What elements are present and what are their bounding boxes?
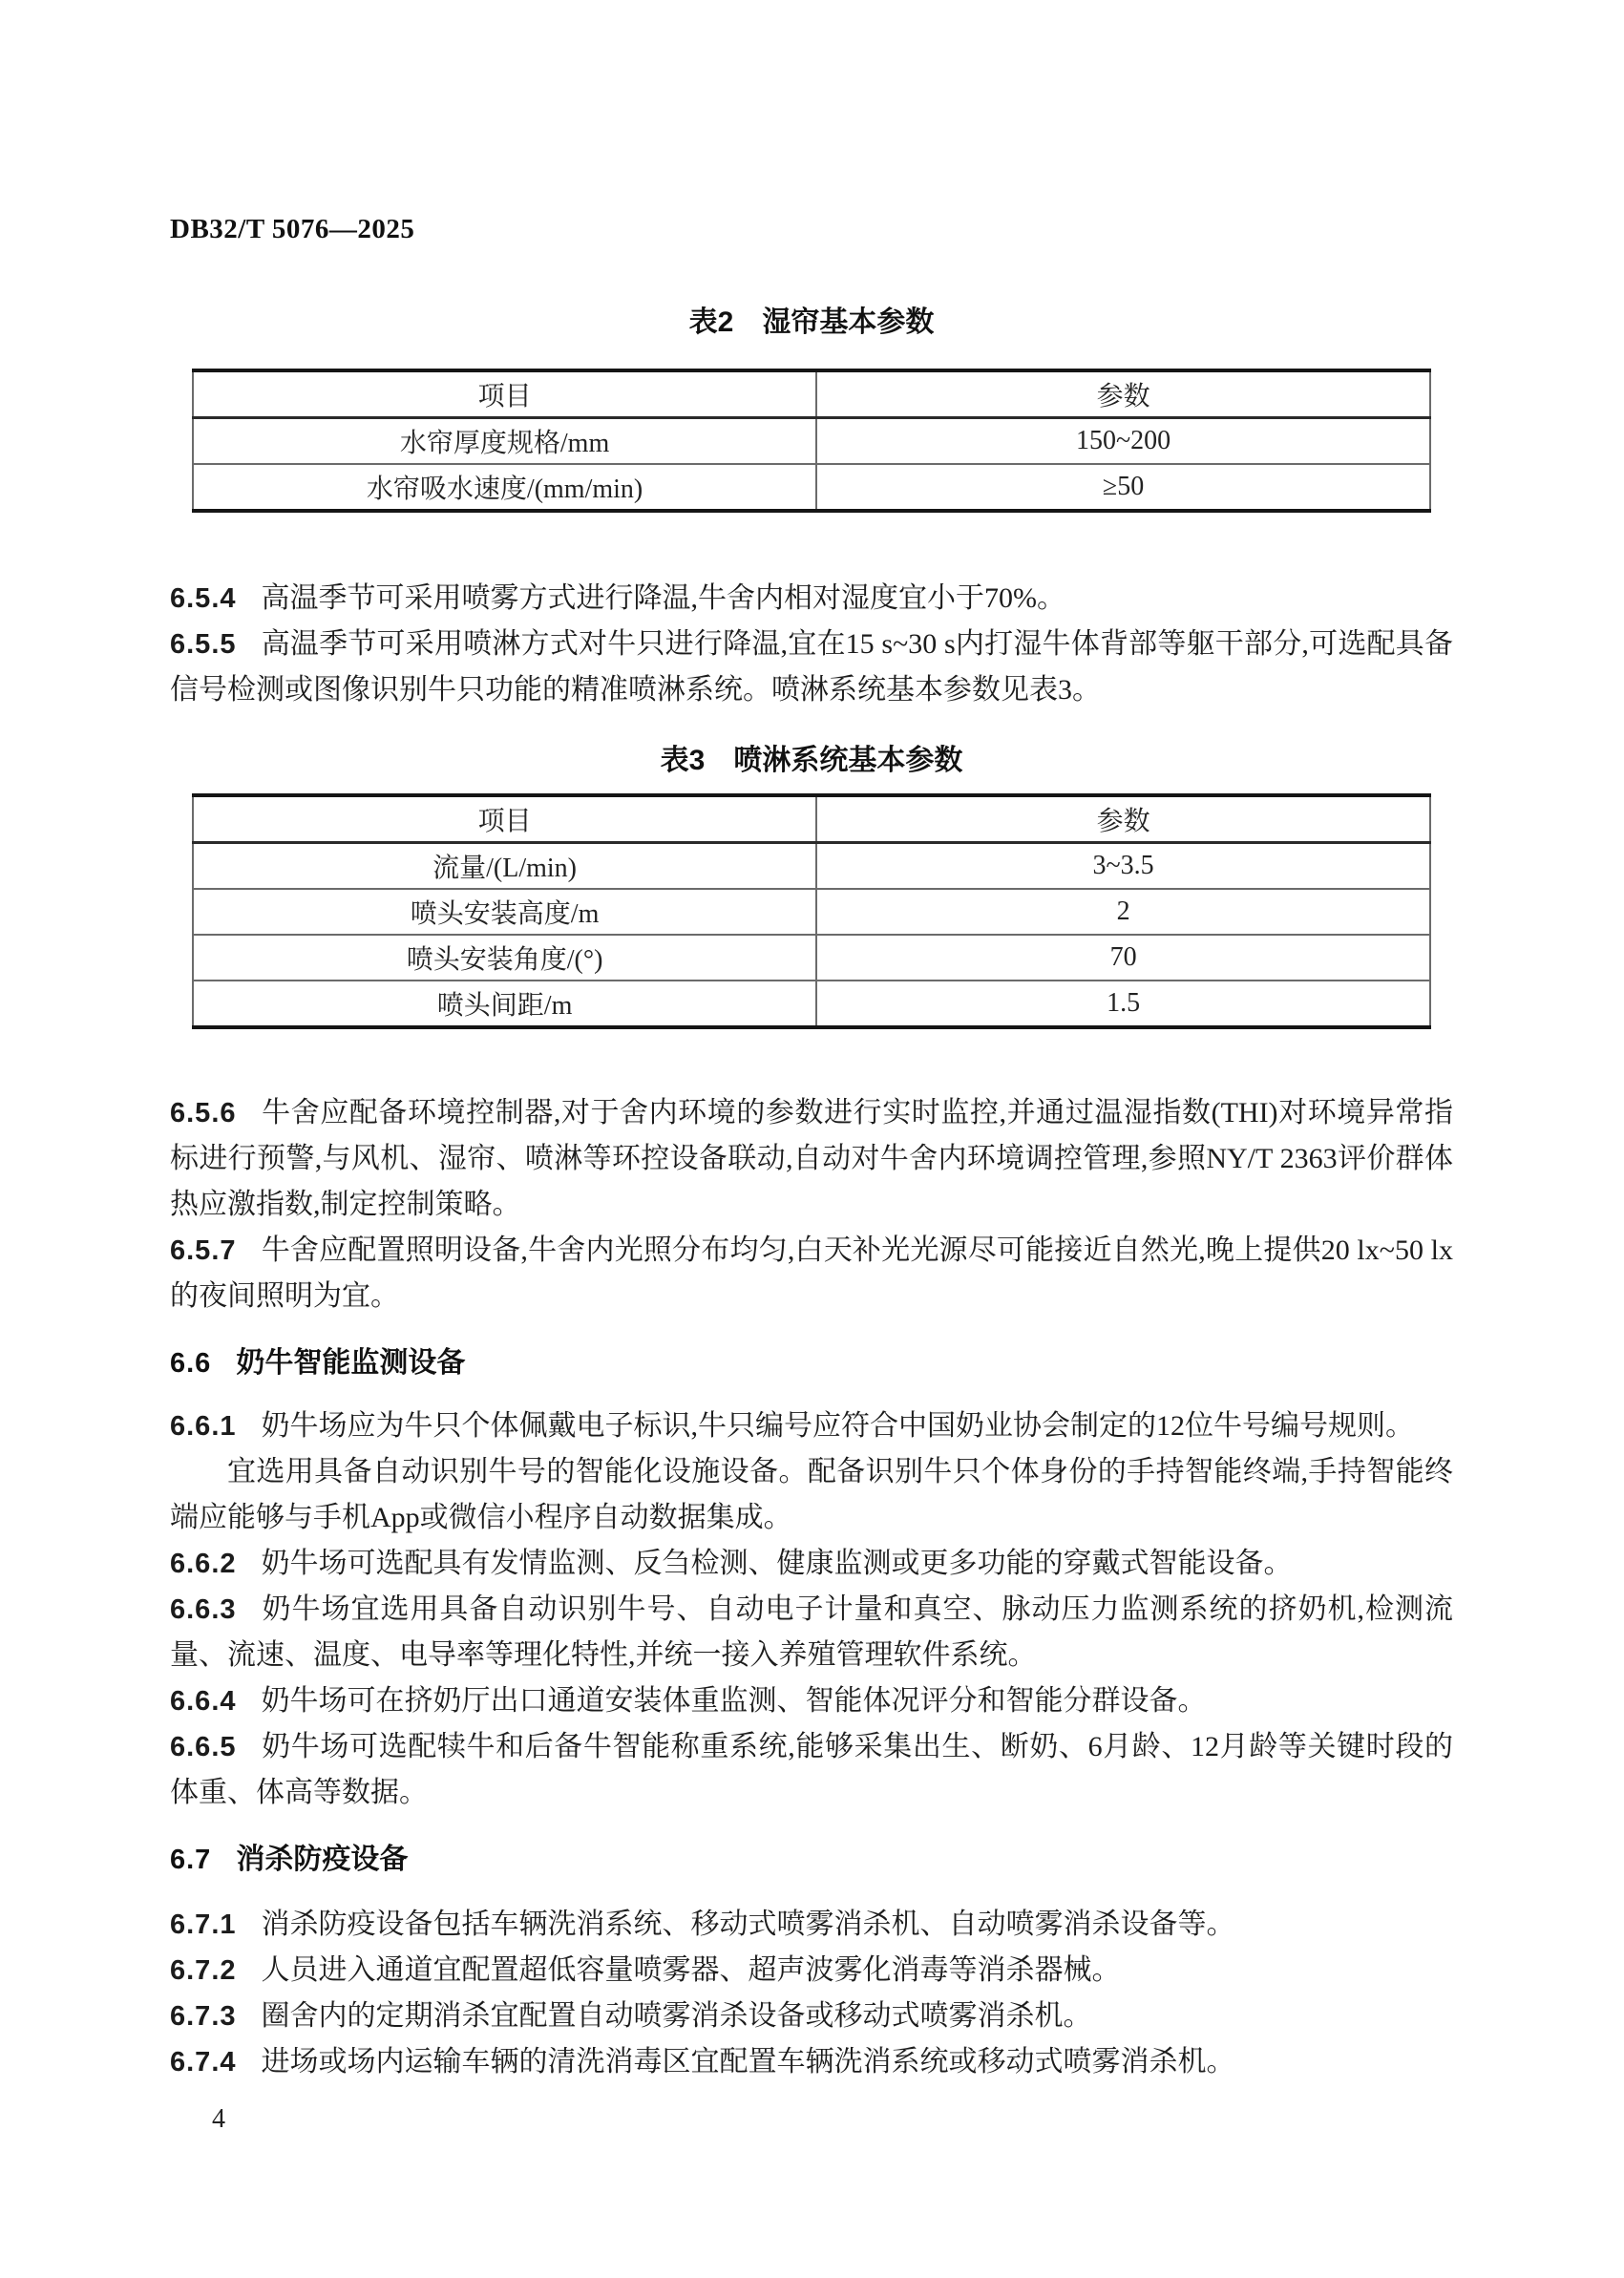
- table-cell: 3~3.5: [816, 843, 1430, 890]
- clause-text: 牛舍应配置照明设备,牛舍内光照分布均匀,白天补光光源尽可能接近自然光,晚上提供20 lx~50 lx的夜间照明为宜。: [170, 1234, 1453, 1312]
- table-2-caption: [170, 304, 1453, 342]
- table-3-caption: [170, 742, 1453, 780]
- clause-text: 高温季节可采用喷淋方式对牛只进行降温,宜在15 s~30 s内打湿牛体背部等躯干部分,可选配具备信号检测或图像识别牛只功能的精准喷淋系统。喷淋系统基本参数见表3。: [170, 628, 1453, 706]
- table-cell: 流量/(L/min): [193, 843, 816, 890]
- clause-text: 消杀防疫设备包括车辆洗消系统、移动式喷雾消杀机、自动喷雾消杀设备等。: [261, 1909, 1235, 1940]
- clause-6-7-4: [170, 2039, 1453, 2085]
- table-cell: 1.5: [816, 981, 1430, 1027]
- table-row: [193, 935, 1430, 981]
- table-2-caption-title: 湿帘基本参数: [762, 306, 935, 338]
- table-header-row: [193, 795, 1430, 843]
- table-header-row: [193, 370, 1430, 418]
- table-row: [193, 889, 1430, 935]
- clause-text: 圈舍内的定期消杀宜配置自动喷雾消杀设备或移动式喷雾消杀机。: [261, 2000, 1092, 2032]
- clause-text: 奶牛场可在挤奶厅出口通道安装体重监测、智能体况评分和智能分群设备。: [261, 1685, 1207, 1717]
- clause-6-6-3: [170, 1587, 1453, 1678]
- table-cell: 2: [816, 889, 1430, 935]
- table-cell: 喷头间距/m: [193, 981, 816, 1027]
- section-number: 6.7: [170, 1845, 212, 1875]
- table-cell: ≥50: [816, 464, 1430, 511]
- clause-text: 奶牛场应为牛只个体佩戴电子标识,牛只编号应符合中国奶业协会制定的12位牛号编号规则。: [261, 1410, 1414, 1442]
- section-title: 消杀防疫设备: [236, 1844, 409, 1875]
- table-2-caption-label: 表2: [688, 306, 734, 338]
- clause-6-5-7: [170, 1228, 1453, 1319]
- clause-text: 奶牛场可选配具有发情监测、反刍检测、健康监测或更多功能的穿戴式智能设备。: [261, 1548, 1293, 1579]
- clause-number: 6.7.2: [170, 1955, 237, 1986]
- clause-6-6-4: [170, 1678, 1453, 1724]
- clause-number: 6.5.7: [170, 1235, 237, 1266]
- clause-text: 人员进入通道宜配置超低容量喷雾器、超声波雾化消毒等消杀器械。: [261, 1954, 1121, 1986]
- clause-number: 6.6.3: [170, 1594, 237, 1625]
- column-header: 项目: [193, 795, 816, 843]
- clause-6-6-1: [170, 1403, 1453, 1449]
- table-2: [192, 369, 1431, 513]
- table-cell: 喷头安装高度/m: [193, 889, 816, 935]
- table-row: [193, 464, 1430, 511]
- clause-number: 6.7.1: [170, 1909, 237, 1940]
- page-content: [170, 0, 1453, 2085]
- table-3-caption-title: 喷淋系统基本参数: [733, 745, 963, 776]
- table-3: [192, 793, 1431, 1029]
- clause-text: 牛舍应配备环境控制器,对于舍内环境的参数进行实时监控,并通过温湿指数(THI)对环境异常指标进行预警,与风机、湿帘、喷淋等环控设备联动,自动对牛舍内环境调控管理,参照NY/T 2363评价群体热应激指数,制定控制策略。: [170, 1097, 1453, 1220]
- clause-6-7-2: [170, 1948, 1453, 1993]
- table-row: [193, 418, 1430, 465]
- clause-6-5-4: [170, 576, 1453, 622]
- table-row: [193, 843, 1430, 890]
- page-number: 4: [212, 2104, 225, 2134]
- clause-6-7-1: [170, 1902, 1453, 1948]
- document-code: DB32/T 5076—2025: [170, 214, 415, 244]
- clause-number: 6.6.4: [170, 1686, 237, 1717]
- table-cell: 水帘吸水速度/(mm/min): [193, 464, 816, 511]
- clause-text: 奶牛场宜选用具备自动识别牛号、自动电子计量和真空、脉动压力监测系统的挤奶机,检测流量、流速、温度、电导率等理化特性,并统一接入养殖管理软件系统。: [170, 1593, 1453, 1671]
- section-title: 奶牛智能监测设备: [236, 1347, 466, 1379]
- table-cell: 喷头安装角度/(°): [193, 935, 816, 981]
- section-number: 6.6: [170, 1348, 212, 1379]
- clause-number: 6.6.1: [170, 1411, 237, 1442]
- clause-number: 6.6.2: [170, 1549, 237, 1579]
- clause-number: 6.5.5: [170, 629, 237, 660]
- clause-6-7-3: [170, 1993, 1453, 2039]
- clause-number: 6.5.6: [170, 1098, 237, 1128]
- column-header: 项目: [193, 370, 816, 418]
- clause-6-6-2: [170, 1541, 1453, 1587]
- section-heading-6-7: [170, 1841, 1453, 1879]
- table-cell: 70: [816, 935, 1430, 981]
- table-cell: 150~200: [816, 418, 1430, 465]
- table-row: [193, 981, 1430, 1027]
- clause-number: 6.7.4: [170, 2047, 237, 2078]
- clause-text: 奶牛场可选配犊牛和后备牛智能称重系统,能够采集出生、断奶、6月龄、12月龄等关键时段的体重、体高等数据。: [170, 1731, 1453, 1808]
- clause-6-5-6: [170, 1090, 1453, 1228]
- table-3-caption-label: 表3: [660, 745, 706, 776]
- clause-text: 进场或场内运输车辆的清洗消毒区宜配置车辆洗消系统或移动式喷雾消杀机。: [261, 2046, 1235, 2078]
- clause-text: 高温季节可采用喷雾方式进行降温,牛舍内相对湿度宜小于70%。: [261, 582, 1065, 614]
- clause-number: 6.6.5: [170, 1732, 237, 1762]
- column-header: 参数: [816, 795, 1430, 843]
- clause-number: 6.5.4: [170, 583, 237, 614]
- section-heading-6-6: [170, 1344, 1453, 1382]
- column-header: 参数: [816, 370, 1430, 418]
- clause-6-5-5: [170, 622, 1453, 713]
- clause-number: 6.7.3: [170, 2001, 237, 2032]
- table-cell: 水帘厚度规格/mm: [193, 418, 816, 465]
- clause-6-6-5: [170, 1724, 1453, 1816]
- clause-6-6-1-continued: 宜选用具备自动识别牛号的智能化设施设备。配备识别牛只个体身份的手持智能终端,手持智能终端应能够与手机App或微信小程序自动数据集成。: [170, 1456, 1453, 1533]
